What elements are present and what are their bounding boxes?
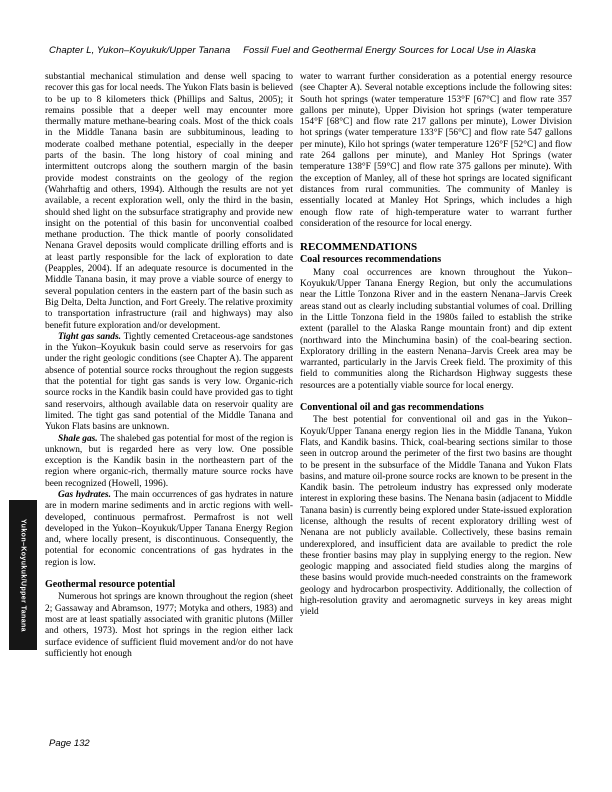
paragraph: Gas hydrates. The main occurrences of gas hydrates in nature are in modern marine sediments and in arctic regions with well-developed, continuous permafrost. Permafrost is not well developed in the Yukon–Koyukuk/Upper Tanana Energy Region and, where locally present, is discontinuous. Consequently, the potential for economic concentrations of gas hydrates in the region is low. — [45, 489, 293, 568]
paragraph: water to warrant further consideration as a potential energy resource (see Chapter A). Several notable exceptions include the following sites: South hot springs (water temperature 153°F [67°C] and flow rate 357 gallons per minute), Upper Division hot springs (water temperature 154°F [68°C] and flow rate 217 gallons per minute), Lower Division hot springs (water temperature 133°F [56°C] and flow rate 547 gallons per minute), Kilo hot springs (water temperature 126°F [52°C] and flow rate 264 gallons per minute), and Manley Hot Springs (water temperature 138°F [59°C] and flow rate 375 gallons per minute). With the exception of Manley, all of these hot springs are located significant distances from rural communities. The community of Manley is essentially located at Manley Hot Springs, which includes a high enough flow rate of high-temperature water to warrant further consideration of the resource for local energy. — [300, 72, 572, 229]
paragraph: Shale gas. The shalebed gas potential for most of the region is unknown, but is regarded here as very low. One possible exception is the Kandik basin in the northeastern part of the region where organic-rich, thermally mature source rocks have been recognized (Howell, 1996). — [45, 433, 293, 489]
runin-heading: Shale gas. — [58, 433, 101, 444]
section-heading: RECOMMENDATIONS — [300, 241, 418, 254]
paragraph: The best potential for conventional oil and gas in the Yukon–Koyuk/Upper Tanana energy region lies in the Middle Tanana, Yukon Flats, and Kandik basins. Thick, coal-bearing sections similar to those seen in outcrop around the perimeter of the first two basins are thought to be present in the subsurface of the Middle Tanana and Yukon Flats basins, and mature oil-prone source rocks are known to be present in the Kandik basin. The petroleum industry has expressed only moderate interest in exploring these basins. The Nenana basin (adjacent to Middle Tanana basin) is currently being explored under State-issued exploration license, although the results of recent exploratory drilling west of Nenana are not publicly available. Collectively, these basins remain underexplored, and insufficient data are available to predict the role these frontier basins may play in supplying energy to the region. New geologic mapping and associated field studies along the margins of these basins would provide much-needed constraints on the framework geology and hydrocarbon prospectivity. Additionally, the collection of high-resolution gravity and aeromagnetic surveys in key areas might yield — [300, 415, 572, 618]
header-chapter-title: Chapter L, Yukon–Koyukuk/Upper Tanana — [49, 45, 231, 56]
paragraph: Tight gas sands. Tightly cemented Cretaceous-age sandstones in the Yukon–Koyukuk basin could serve as reservoirs for gas under the right geologic conditions (see Chapter A). The apparent absence of potential source rocks throughout the region suggests that the potential for tight gas sands is very low. Organic-rich source rocks in the Kandik basin could have provided gas to tight sand reservoirs, although available data on reservoir quality are limited. The tight gas sand potential of the Middle Tanana and Yukon Flats basins are unknown. — [45, 331, 293, 433]
paragraph: substantial mechanical stimulation and dense well spacing to recover this gas for local needs. The Yukon Flats basin is believed to be up to 8 kilometers thick (Phillips and Saltus, 2005); it remains possible that a deeper well may encounter more thermally mature methane-bearing coals. Most of the thick coals in the Middle Tanana basin are subbituminous, leading to moderate coalbed methane potential, especially in the deeper parts of the basin. The long history of coal mining and intermittent outcrops along the southern margin of the basin provide modest constraints on the geology of the region (Wahrhaftig and others, 1994). Although the results are not yet available, a recent exploration well, only the third in the basin, should shed light on the subsurface stratigraphy and provide new insight on the potential of this basin for unconvential coalbed methane production. The thick mantle of poorly consolidated Nenana Gravel deposits would complicate drilling efforts and is at least partly responsible for the lack of exploration to date (Peapples, 2004). If an adequate resource is documented in the Middle Tanana basin, it may prove a viable source of energy to several population centers in the eastern part of the basin such as Big Delta, Delta Junction, and Fort Greely. The relative proximity to transportation infrastructure (rail and highways) may also benefit future exploration and/or development. — [45, 72, 293, 331]
header-report-title: Fossil Fuel and Geothermal Energy Sources for Local Use in Alaska — [243, 45, 536, 56]
section-heading: Conventional oil and gas recommendations — [300, 402, 484, 414]
page-header — [49, 45, 536, 56]
paragraph: Numerous hot springs are known throughout the region (sheet 2; Gassaway and Abramson, 1977; Motyka and others, 1983) and most are at least spatially associated with granitic plutons (Miller and others, 1973). Most hot springs in the region either lack surface evidence of sufficient fluid movement and/or do not have sufficiently hot enough — [45, 592, 293, 659]
section-heading: Coal resources recommendations — [300, 254, 442, 266]
left-text-column — [45, 72, 293, 660]
page-number: Page 132 — [49, 738, 90, 749]
chapter-edge-tab — [9, 500, 37, 650]
right-text-column — [300, 72, 572, 619]
section-heading: Geothermal resource potential — [45, 579, 176, 591]
paragraph: Many coal occurrences are known throughout the Yukon–Koyukuk/Upper Tanana Energy Region, but only the accumulations near the Little Tonzona River and in the eastern Nenana–Jarvis Creek areas stand out as clearly including substantial volumes of coal. Drilling in the Little Tonzona field in the 1980s failed to establish the strike extent (parallel to the Alaska Range mountain front) and dip extent (northward into the Minchumina basin) of the coal-bearing section. Exploratory drilling in the eastern Nenana–Jarvis Creek area may be warranted, particularly in the Jarvis Creek field. The proximity of this field to communities along the Richardson Highway suggests these resources are a potentially viable source for local energy. — [300, 267, 572, 391]
runin-heading: Tight gas sands. — [58, 331, 124, 342]
chapter-edge-tab-label: Yukon–Koyukuk/Upper Tanana — [19, 518, 27, 632]
runin-heading: Gas hydrates. — [58, 489, 114, 500]
